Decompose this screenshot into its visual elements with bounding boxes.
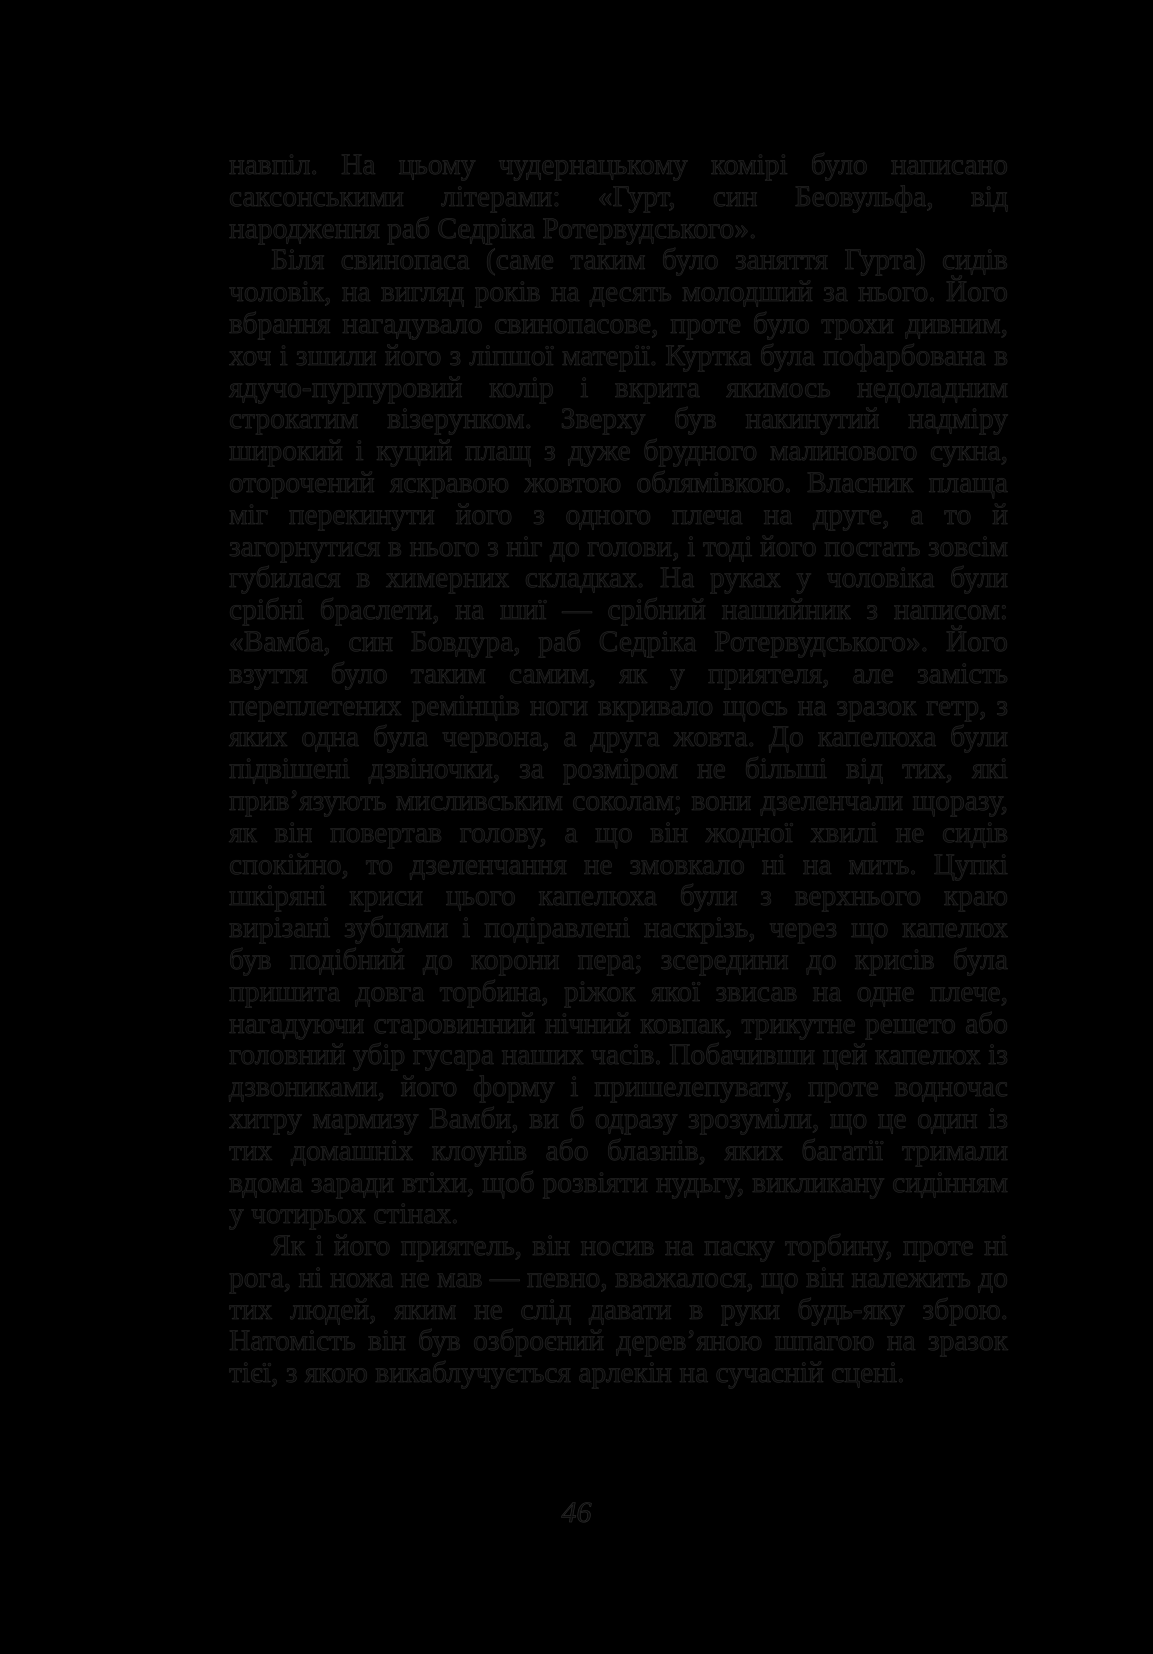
paragraph-3: Як і його приятель, він носив на паску торбину, проте ні рога, ні ножа не мав — певно, вважалося, що він належить до тих людей, яким не слід давати в руки будь-яку зброю. Натомість він був озброєний дерев’яною шпагою на зразок тієї, з якою викаблучується арлекін на сучасній сцені. [229,1230,1008,1390]
body-text [229,150,1008,1390]
page-number: 46 [561,1496,592,1529]
paragraph-1: навпіл. На цьому чудернацькому комірі було написано саксонськими літерами: «Гурт, син Беовульфа, від народження раб Седріка Ротервудського». [229,149,1008,245]
paragraph-2: Біля свинопаса (саме таким було заняття Гурта) сидів чоловік, на вигляд років на десять молодший за нього. Його вбрання нагадувало свинопасове, проте було трохи дивним, хоч і зшили його з ліпшої матерії. Куртка була пофарбована в ядучо-пурпуровий колір і вкрита якимось недоладним строкатим візерунком. Зверху був накинутий надміру широкий і куций плащ з дуже брудного малинового сукна, оторочений яскравою жовтою облямівкою. Власник плаща міг перекинути його з одного плеча на друге, а то й загорнутися в нього з ніг до голови, і тоді його постать зовсім губилася в химерних складках. На руках у чоловіка були срібні браслети, на шиї — срібний нашийник з написом: «Вамба, син Бовдура, раб Седріка Ротервудського». Його взуття було таким самим, як у приятеля, але замість переплетених ремінців ноги вкривало щось на зразок гетр, з яких одна була червона, а друга жовта. До капелюха були підвішені дзвіночки, за розміром не більші від тих, які прив’язують мисливським соколам; вони дзеленчали щоразу, як він повертав голову, а що він жодної хвилі не сидів спокійно, то дзеленчання не змовкало ні на мить. Цупкі шкіряні криси цього капелюха були з верхнього краю вирізані зубцями і подіравлені наскрізь, через що капелюх був подібний до корони пера; зсередини до крисів була пришита довга торбина, ріжок якої звисав на одне плече, нагадуючи старовинний нічний ковпак, трикутне решето або головний убір гусара наших часів. Побачивши цей капелюх із дзвониками, його форму і пришелепувату, проте водночас хитру мармизу Вамби, ви б одразу зрозуміли, що це один із тих домашніх клоунів або блазнів, яких багатії тримали вдома заради втіхи, щоб розвіяти нудьгу, викликану сидінням у чотирьох стінах. [229,244,1008,1231]
